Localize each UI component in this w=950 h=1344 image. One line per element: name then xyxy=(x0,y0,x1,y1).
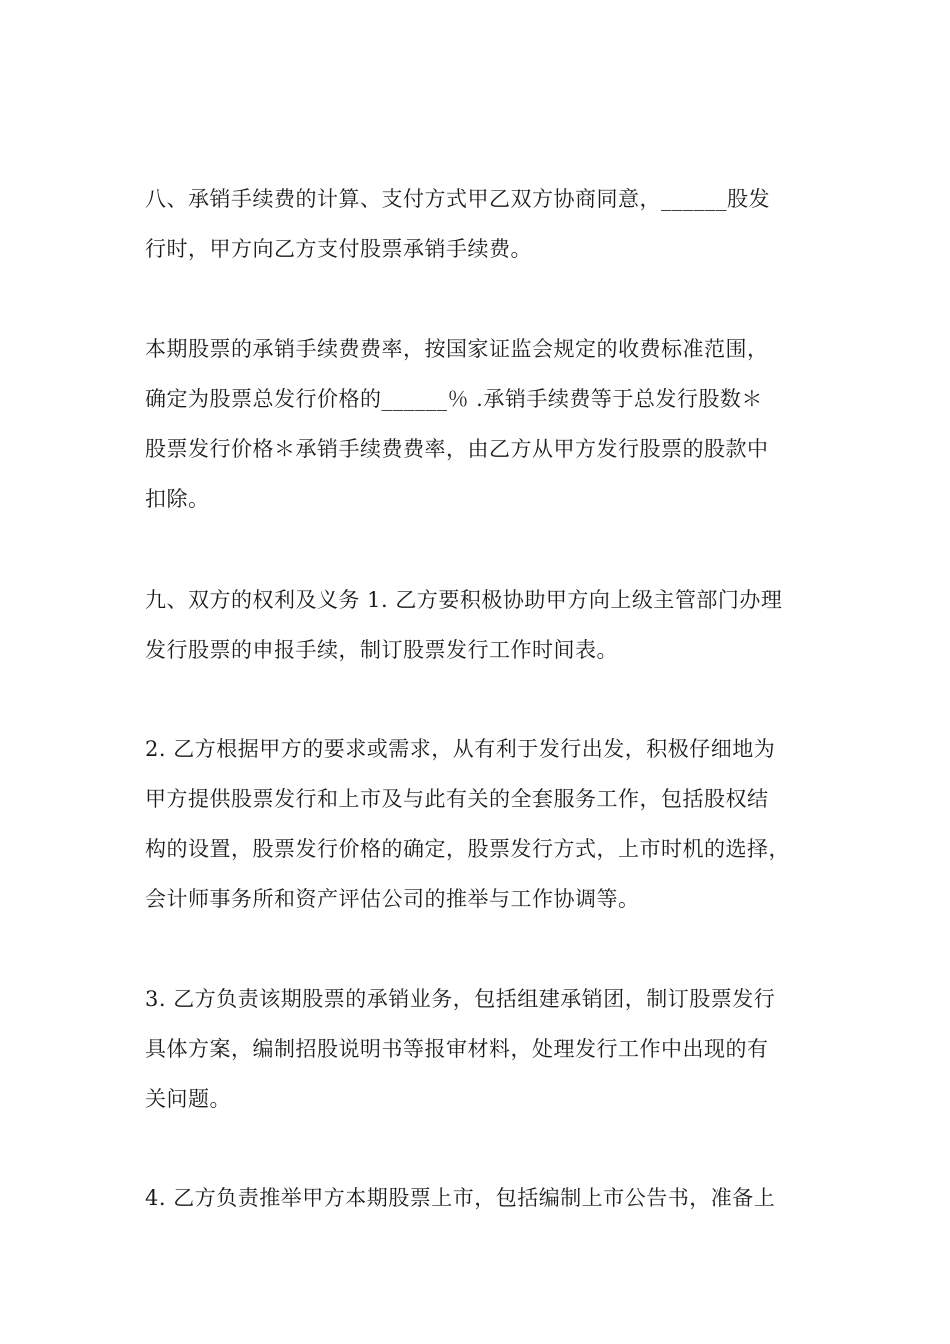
paragraph-nine-rights-duties xyxy=(145,575,825,675)
text-line: 关问题。 xyxy=(145,1087,231,1111)
text-line: 扣除。 xyxy=(145,487,210,511)
text-line: 发行股票的申报手续，制订股票发行工作时间表。 xyxy=(145,638,618,662)
text-line: 九、双方的权利及义务 1. 乙方要积极协助甲方向上级主管部门办理 xyxy=(145,588,783,612)
paragraph-item-4 xyxy=(145,1173,825,1223)
text-line: 会计师事务所和资产评估公司的推举与工作协调等。 xyxy=(145,887,640,911)
text-line: 股票发行价格＊承销手续费费率，由乙方从甲方发行股票的股款中 xyxy=(145,437,769,461)
text-line: 2. 乙方根据甲方的要求或需求，从有利于发行出发，积极仔细地为 xyxy=(145,737,776,761)
text-line: 确定为股票总发行价格的______％ .承销手续费等于总发行股数＊ xyxy=(145,387,763,411)
text-line: 甲方提供股票发行和上市及与此有关的全套服务工作，包括股权结 xyxy=(145,787,769,811)
paragraph-item-3 xyxy=(145,974,825,1124)
text-line: 3. 乙方负责该期股票的承销业务，包括组建承销团，制订股票发行 xyxy=(145,987,776,1011)
text-line: 构的设置，股票发行价格的确定，股票发行方式，上市时机的选择， xyxy=(145,837,790,861)
text-line: 4. 乙方负责推举甲方本期股票上市，包括编制上市公告书，准备上 xyxy=(145,1186,776,1210)
text-line: 本期股票的承销手续费费率，按国家证监会规定的收费标准范围， xyxy=(145,337,769,361)
paragraph-fee-rate xyxy=(145,324,825,524)
text-line: 行时，甲方向乙方支付股票承销手续费。 xyxy=(145,237,532,261)
text-line: 八、承销手续费的计算、支付方式甲乙双方协商同意，______股发 xyxy=(145,187,770,211)
paragraph-eight-fee-payment xyxy=(145,174,825,274)
paragraph-item-2 xyxy=(145,724,825,924)
text-line: 具体方案，编制招股说明书等报审材料，处理发行工作中出现的有 xyxy=(145,1037,769,1061)
